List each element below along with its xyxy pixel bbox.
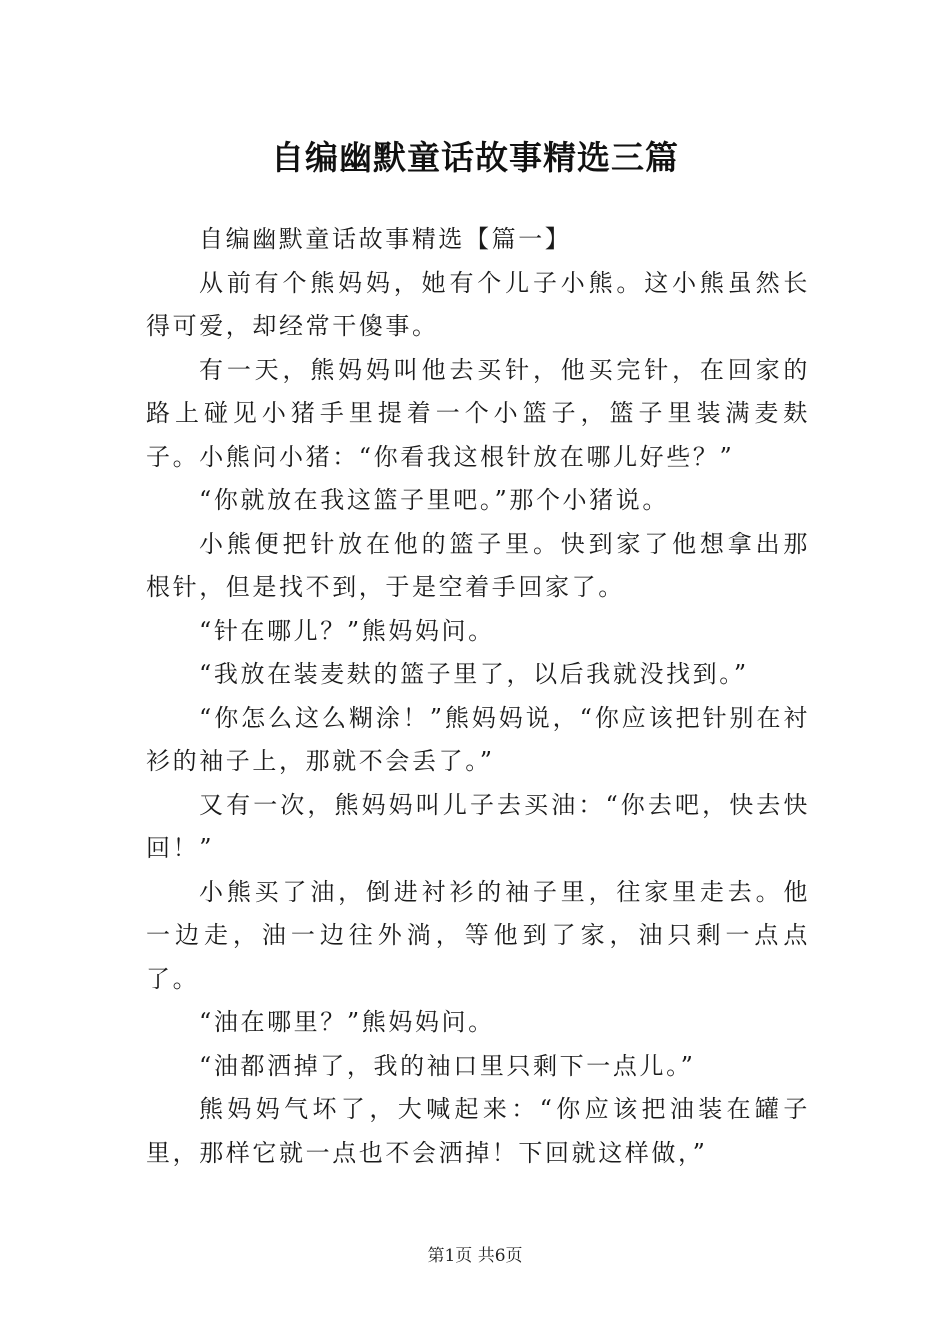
paragraph: 从前有个熊妈妈，她有个儿子小熊。这小熊虽然长得可爱，却经常干傻事。 xyxy=(146,268,810,340)
paragraph: “你就放在我这篮子里吧。”那个小猪说。 xyxy=(199,486,669,514)
paragraph: “油都洒掉了，我的袖口里只剩下一点儿。” xyxy=(199,1051,696,1080)
paragraph: 又有一次，熊妈妈叫儿子去买油：“你去吧，快去快回！” xyxy=(146,790,810,862)
paragraph: “针在哪儿？”熊妈妈问。 xyxy=(199,616,495,645)
document-body xyxy=(146,218,810,1175)
paragraph: “我放在装麦麸的篮子里了，以后我就没找到。” xyxy=(199,660,749,688)
paragraph: 自编幽默童话故事精选【篇一】 xyxy=(199,225,572,253)
paragraph: “油在哪里？”熊妈妈问。 xyxy=(199,1008,495,1036)
paragraph: “你怎么这么糊涂！”熊妈妈说，“你应该把针别在衬衫的袖子上，那就不会丢了。” xyxy=(146,703,810,775)
paragraph: 熊妈妈气坏了，大喊起来：“你应该把油装在罐子里，那样它就一点也不会洒掉！下回就这样做，” xyxy=(146,1095,810,1167)
paragraph: 小熊买了油，倒进衬衫的袖子里，往家里走去。他一边走，油一边往外淌，等他到了家，油只剩一点点了。 xyxy=(146,877,810,993)
page-footer: 第1页 共6页 xyxy=(427,1246,523,1266)
paragraph: 小熊便把针放在他的篮子里。快到家了他想拿出那根针，但是找不到，于是空着手回家了。 xyxy=(146,529,810,601)
paragraph: 有一天，熊妈妈叫他去买针，他买完针，在回家的路上碰见小猪手里提着一个小篮子，篮子里装满麦麸子。小熊问小猪：“你看我这根针放在哪儿好些？” xyxy=(146,355,810,471)
document-title: 自编幽默童话故事精选三篇 xyxy=(271,138,679,177)
